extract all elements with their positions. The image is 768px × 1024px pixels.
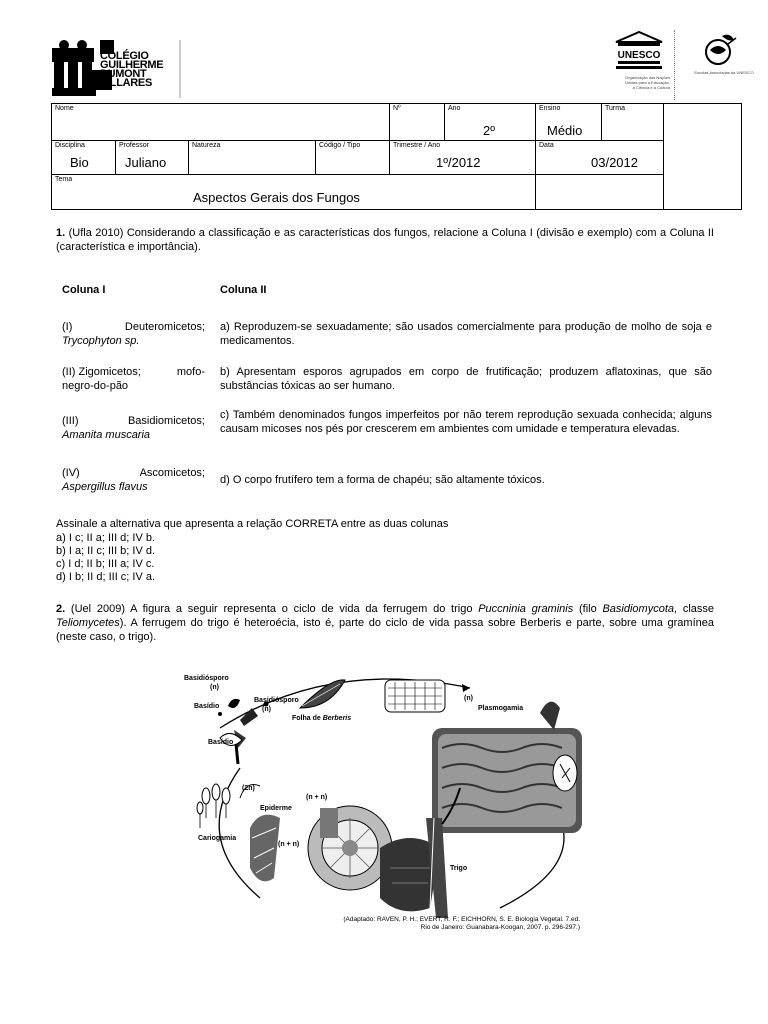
- trimestre-value: 1º/2012: [436, 155, 481, 170]
- question-2-text-2: (filo: [573, 603, 603, 615]
- column-2-item-b: b) Apresentam esporos agrupados em corpo de frutificação; produzem aflatoxinas, que são substâncias tóxicas ao ser humano.: [220, 366, 712, 392]
- column-2-header: Coluna II: [220, 284, 267, 296]
- professor-value: Juliano: [125, 155, 167, 170]
- codigo-field[interactable]: [315, 140, 390, 175]
- basidium-illustration: [218, 699, 269, 764]
- item-2-division: (II) Zigomicetos;: [62, 366, 141, 378]
- professor-label: Professor: [119, 142, 149, 149]
- school-name-line-3: DUMONT: [100, 68, 147, 80]
- question-2-number: 2.: [56, 603, 66, 615]
- question-2-class: Teliomycetes: [56, 617, 120, 629]
- unesco-logo: [614, 30, 664, 76]
- tema-field[interactable]: [51, 174, 536, 210]
- label-n-plus-n-2: (n + n): [278, 841, 300, 848]
- label-epiderme: Epiderme: [260, 805, 292, 812]
- label-trigo: Trigo: [450, 865, 468, 872]
- item-2-example-part-1: mofo-: [176, 366, 205, 378]
- school-name-line-2: GUILHERME: [100, 59, 164, 71]
- school-name: [100, 52, 163, 88]
- asp-caption: Escolas Associadas da UNESCO: [694, 70, 754, 75]
- column-1-item-4: [62, 466, 205, 494]
- label-folha: Folha de Berberis: [292, 715, 352, 722]
- tema-label: Tema: [55, 176, 73, 183]
- natureza-field[interactable]: [188, 140, 316, 175]
- question-1-statement: [56, 226, 714, 254]
- column-1-item-2: [62, 365, 205, 393]
- question-2-text-1: (Uel 2009) A figura a seguir representa o ciclo de vida da ferrugem do trigo: [65, 603, 479, 615]
- unesco-caption: Organização das Nações Unidas para a Educação, a Ciência e a Cultura: [625, 75, 670, 90]
- label-basidiosporo-2: Basidiósporo: [254, 697, 299, 704]
- nome-field[interactable]: [51, 103, 390, 141]
- question-2-text-3: , classe: [674, 603, 715, 615]
- epidermis-tissue: [250, 815, 280, 882]
- item-4-division: Ascomicetos;: [139, 467, 205, 479]
- asp-logo: [700, 30, 740, 70]
- professor-field[interactable]: [115, 140, 189, 175]
- option-c[interactable]: c) I d; II b; III a; IV c.: [56, 558, 155, 570]
- trimestre-field[interactable]: [389, 140, 536, 175]
- label-basidiosporo-2-ploidy: (n): [262, 706, 271, 713]
- label-plasmogamia-ploidy: (n): [464, 695, 473, 702]
- question-2-species: Puccninia graminis: [478, 603, 574, 615]
- column-1-item-1: [62, 320, 205, 348]
- ensino-label: Ensino: [539, 105, 561, 112]
- question-1-number: 1.: [56, 227, 66, 239]
- figure-credit-line-1: (Adaptado: RAVEN, P. H.; EVERT, R. F.; EICHHORN, S. E. Biologia Vegetal. 7.ed.: [343, 916, 580, 923]
- data-label: Data: [539, 142, 554, 149]
- item-1-division: Deuteromicetos;: [124, 321, 205, 333]
- data-field[interactable]: [535, 140, 664, 175]
- school-name-line-1: COLÉGIO: [100, 50, 149, 62]
- numero-field[interactable]: [389, 103, 445, 141]
- ano-label: Ano: [448, 105, 461, 112]
- label-basidiosporo-ploidy: (n): [210, 684, 219, 691]
- data-value: 03/2012: [591, 155, 638, 170]
- ensino-value: Médio: [547, 123, 583, 138]
- stem-cross-section: [308, 806, 392, 890]
- label-n-plus-n-1: (n + n): [306, 794, 328, 801]
- label-basidio-2: Basídio: [208, 739, 234, 746]
- item-3-example: Amanita muscaria: [62, 429, 151, 441]
- option-b[interactable]: b) I a; II c; III b; IV d.: [56, 545, 156, 557]
- column-2-item-d: d) O corpo frutífero tem a forma de chapéu; são altamente tóxicos.: [220, 474, 545, 486]
- tema-extra-field[interactable]: [535, 174, 664, 210]
- disciplina-value: Bio: [70, 155, 89, 170]
- item-1-numeral: (I): [62, 321, 73, 333]
- item-2-example-part-2: negro-do-pão: [62, 380, 129, 392]
- option-a[interactable]: a) I c; II a; III d; IV b.: [56, 532, 156, 544]
- turma-label: Turma: [605, 105, 625, 112]
- item-1-example: Trycophyton sp.: [62, 335, 140, 347]
- column-1-header: Coluna I: [62, 284, 106, 296]
- item-4-numeral: (IV): [62, 467, 80, 479]
- item-4-example: Aspergillus flavus: [62, 481, 148, 493]
- label-basidio-1: Basídio: [194, 703, 220, 710]
- item-3-division: Basidiomicetos;: [127, 415, 205, 427]
- disciplina-field[interactable]: [51, 140, 116, 175]
- label-cariogamia: Cariogamia: [198, 835, 237, 842]
- label-basidiosporo: Basidiósporo: [184, 675, 229, 682]
- column-1-item-3: [62, 414, 205, 442]
- unesco-text: UNESCO: [617, 50, 661, 61]
- school-name-line-4: VILLARES: [100, 77, 152, 89]
- disciplina-label: Disciplina: [55, 142, 85, 149]
- natureza-label: Natureza: [192, 142, 221, 149]
- label-plasmogamia: Plasmogamia: [478, 705, 524, 712]
- plasmogamy-tissue: [432, 702, 582, 833]
- question-2-phylum: Basidiomycota: [602, 603, 675, 615]
- berberis-leaf-section: [385, 680, 445, 712]
- nome-label: Nome: [55, 105, 74, 112]
- column-2-item-a: a) Reproduzem-se sexuadamente; são usados comercialmente para produção de molho de soja e medicamentos.: [220, 321, 712, 347]
- question-1-text: (Ufla 2010) Considerando a classificação e as características dos fungos, relacione a Coluna I (divisão e exemplo) com a Coluna II (característica e importância).: [56, 227, 714, 253]
- nota-box[interactable]: [663, 103, 742, 210]
- trimestre-label: Trimestre / Ano: [393, 142, 441, 149]
- wheat-rust-lifecycle-figure: [180, 668, 600, 930]
- turma-field[interactable]: [601, 103, 664, 141]
- tema-value: Aspectos Gerais dos Fungos: [193, 190, 360, 205]
- numero-label: Nº: [393, 105, 401, 112]
- logo-divider: [674, 30, 675, 100]
- question-2-statement: [56, 602, 714, 644]
- column-2-item-c: c) Também denominados fungos imperfeitos por não terem reprodução sexuada conhecida; alguns causam micoses nos pés por crescerem em ambientes com umidade e temperatura elevadas.: [220, 409, 712, 435]
- figure-credit: [340, 916, 580, 932]
- codigo-label: Código / Tipo: [319, 142, 361, 149]
- ensino-field[interactable]: [535, 103, 602, 141]
- ano-field[interactable]: [444, 103, 536, 141]
- question-2-text-4: ). A ferrugem do trigo é heteroécia, isto é, parte do ciclo de vida passa sobre Berberis e parte, sobre uma gramínea (neste caso, o trigo).: [56, 617, 714, 643]
- option-d[interactable]: d) I b; II d; III c; IV a.: [56, 571, 156, 583]
- item-3-numeral: (III): [62, 415, 79, 427]
- question-1-prompt: Assinale a alternativa que apresenta a relação CORRETA entre as duas colunas: [56, 518, 449, 530]
- label-2n: (2n): [242, 785, 255, 792]
- figure-credit-line-2: Rio de Janeiro: Guanabara-Koogan, 2007. p. 296-297.): [420, 924, 580, 931]
- ano-value: 2º: [483, 123, 495, 138]
